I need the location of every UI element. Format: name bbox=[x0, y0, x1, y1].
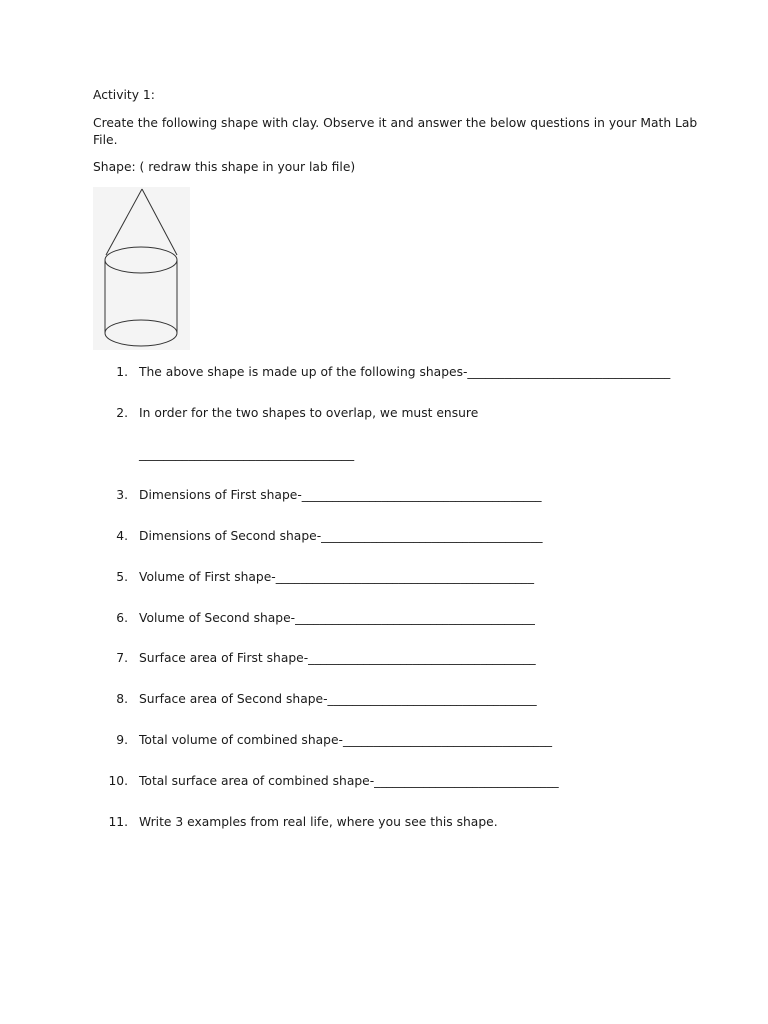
shape-label: Shape: ( redraw this shape in your lab file) bbox=[93, 160, 356, 174]
question-text: Surface area of Second shape-__________________________________ bbox=[139, 692, 537, 706]
question-number: 9. bbox=[116, 733, 128, 747]
question-text: Volume of Second shape-_______________________________________ bbox=[139, 611, 535, 625]
question-text: Total surface area of combined shape-______________________________ bbox=[139, 774, 559, 788]
question-number: 11. bbox=[108, 815, 128, 829]
question-text: Write 3 examples from real life, where you see this shape. bbox=[139, 815, 498, 829]
question-text: Dimensions of Second shape-____________________________________ bbox=[139, 529, 543, 543]
question-text: In order for the two shapes to overlap, we must ensure bbox=[139, 406, 479, 420]
question-number: 6. bbox=[116, 611, 128, 625]
question-number: 5. bbox=[116, 570, 128, 584]
question-text: Dimensions of First shape-_______________________________________ bbox=[139, 488, 542, 502]
question-number: 4. bbox=[116, 529, 128, 543]
question-number: 1. bbox=[116, 365, 128, 379]
activity-title: Activity 1: bbox=[93, 88, 155, 102]
question-number: 3. bbox=[116, 488, 128, 502]
question-text: The above shape is made up of the following shapes-_________________________________ bbox=[139, 365, 671, 379]
cone-on-cylinder-figure bbox=[93, 187, 190, 350]
question-number: 2. bbox=[116, 406, 128, 420]
question-number: 10. bbox=[108, 774, 128, 788]
answer-blank: ___________________________________ bbox=[139, 447, 355, 461]
question-number: 7. bbox=[116, 651, 128, 665]
question-text: Surface area of First shape-_____________________________________ bbox=[139, 651, 536, 665]
question-number: 8. bbox=[116, 692, 128, 706]
cone-cylinder-drawing bbox=[93, 187, 190, 350]
question-text: Volume of First shape-__________________________________________ bbox=[139, 570, 534, 584]
instruction-line-2: File. bbox=[93, 133, 118, 147]
instruction-line-1: Create the following shape with clay. Observe it and answer the below questions in your Math Lab bbox=[93, 116, 698, 130]
question-text: Total volume of combined shape-__________________________________ bbox=[139, 733, 553, 747]
